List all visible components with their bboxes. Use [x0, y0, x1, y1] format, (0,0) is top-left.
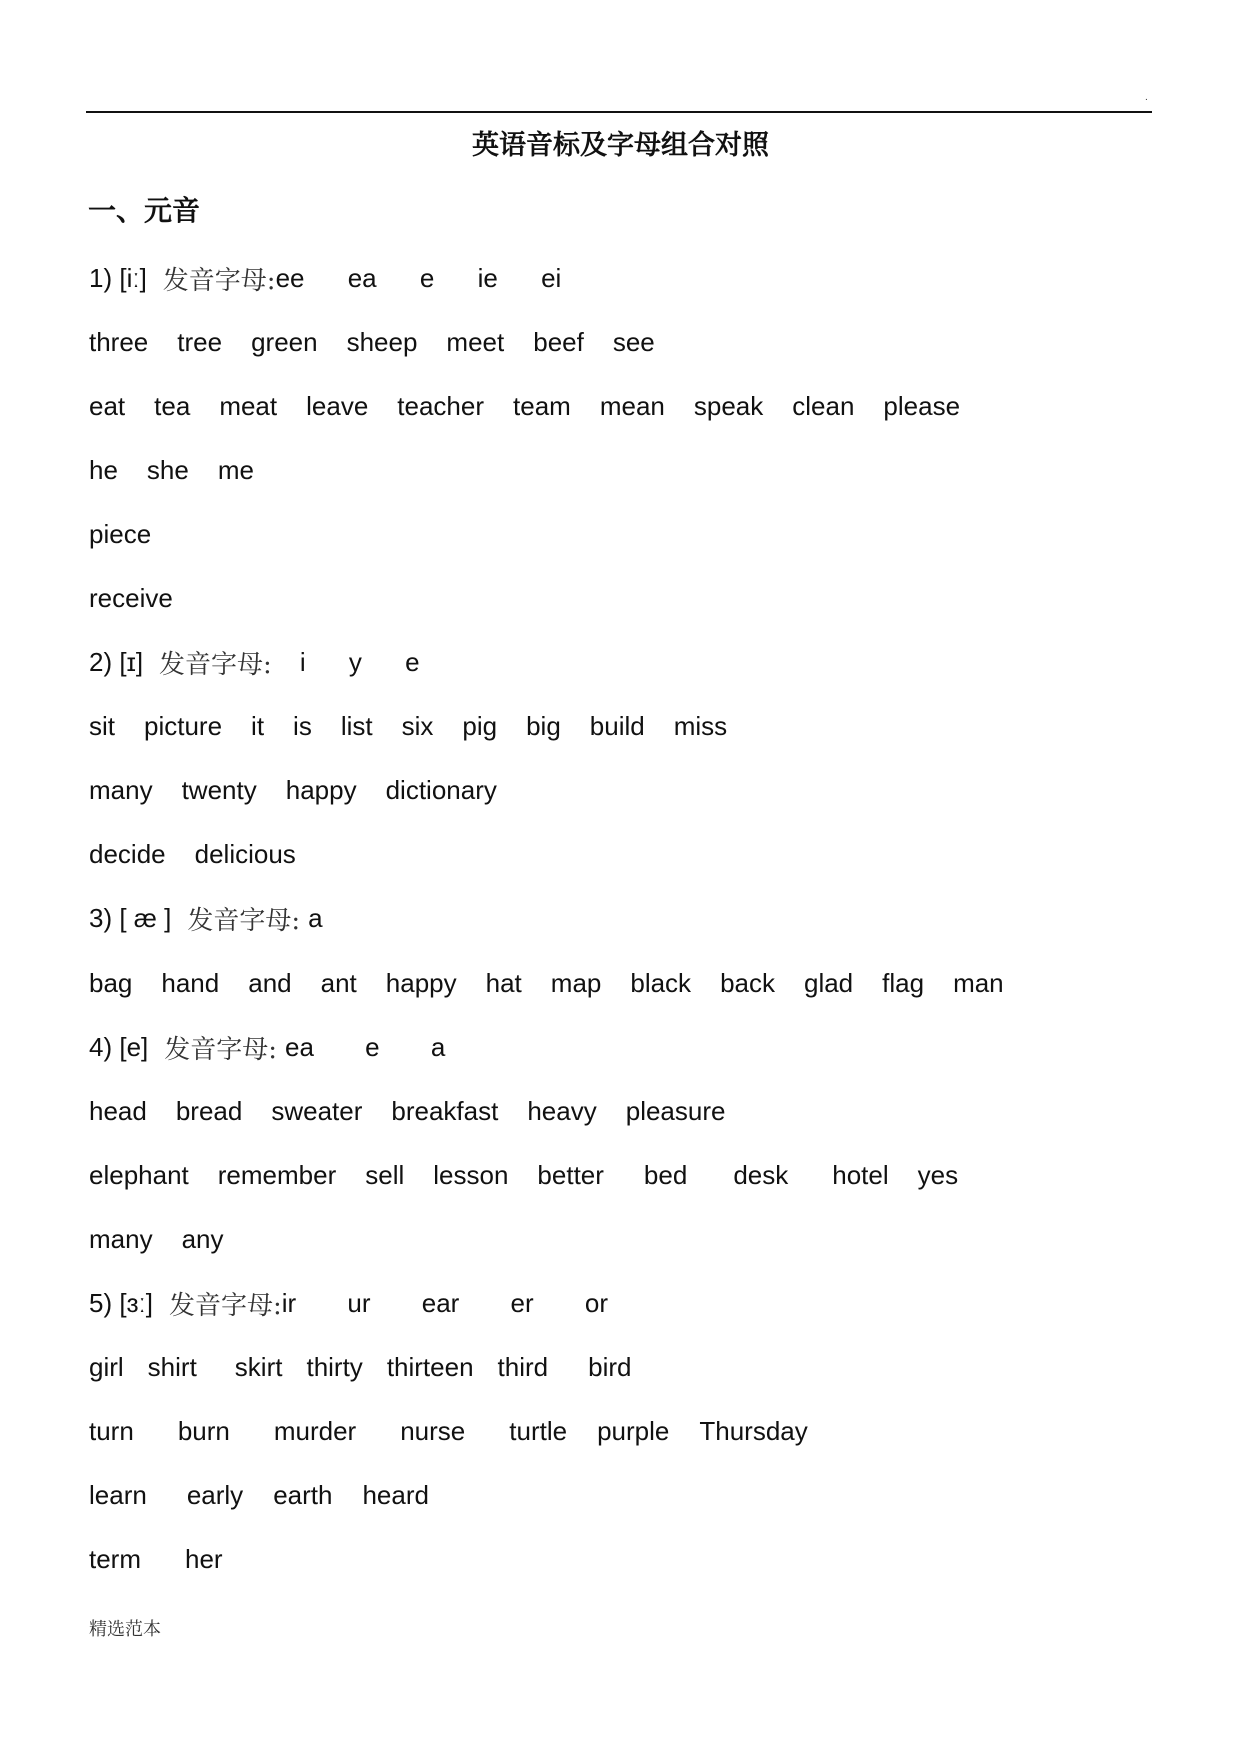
word: ant	[320, 967, 357, 998]
word: mean	[599, 390, 665, 421]
word-line	[89, 963, 1004, 1003]
word: desk	[733, 1159, 789, 1190]
word-line	[89, 322, 655, 362]
vowel-heading-5	[89, 1283, 608, 1323]
word: receive	[89, 582, 173, 613]
word: team	[513, 390, 571, 421]
word: clean	[792, 390, 855, 421]
word: heard	[362, 1479, 429, 1510]
word: meat	[219, 390, 278, 421]
vowel-heading-4	[89, 1027, 445, 1067]
letter: e	[405, 646, 420, 677]
letter: i	[299, 646, 306, 677]
vowel-letters	[276, 263, 562, 294]
letter: ir	[281, 1287, 297, 1318]
word: her	[185, 1543, 223, 1574]
word-line	[89, 1219, 224, 1259]
word: head	[89, 1095, 147, 1126]
word-line	[89, 834, 296, 874]
word: twenty	[181, 774, 257, 805]
word: pleasure	[625, 1095, 726, 1126]
word: happy	[285, 774, 357, 805]
vowel-label: 发音字母:	[164, 1034, 278, 1065]
letter: e	[365, 1031, 380, 1062]
word-line	[89, 1155, 958, 1195]
word: bird	[588, 1351, 632, 1382]
word: black	[630, 967, 692, 998]
word: please	[883, 390, 961, 421]
word: learn	[89, 1479, 147, 1510]
vowel-label: 发音字母:	[159, 649, 272, 680]
word: map	[550, 967, 602, 998]
word: burn	[177, 1415, 230, 1446]
word: beef	[533, 326, 584, 357]
word: sweater	[271, 1095, 363, 1126]
word: meet	[446, 326, 505, 357]
word: dictionary	[385, 774, 497, 805]
word: shirt	[147, 1351, 197, 1382]
letter: ee	[275, 262, 305, 293]
letter: ur	[347, 1287, 371, 1318]
word-line	[89, 1091, 725, 1131]
vowel-number: 2) [ɪ]	[89, 646, 144, 677]
word: list	[340, 710, 373, 741]
letter: er	[510, 1287, 534, 1318]
word: me	[217, 454, 254, 485]
word-line	[89, 578, 173, 618]
word-line	[89, 1411, 808, 1451]
word: decide	[89, 838, 166, 869]
word: nurse	[400, 1415, 466, 1446]
vowel-letters	[300, 647, 420, 678]
word: earth	[273, 1479, 333, 1510]
word-line	[89, 514, 151, 554]
letter: a	[430, 1031, 446, 1062]
letter: ea	[285, 1031, 314, 1062]
header-rule	[86, 111, 1152, 113]
word: heavy	[527, 1095, 597, 1126]
word-line	[89, 1475, 429, 1515]
word: lesson	[433, 1159, 509, 1190]
word: turtle	[509, 1415, 568, 1446]
vowel-letters	[282, 1288, 608, 1319]
word: and	[248, 967, 292, 998]
word-line	[89, 386, 960, 426]
word: many	[89, 774, 153, 805]
word: it	[251, 710, 265, 741]
word: hand	[161, 967, 220, 998]
word-line	[89, 706, 727, 746]
footer-text: 精选范本	[89, 1619, 161, 1640]
word: murder	[273, 1415, 357, 1446]
word: green	[251, 326, 318, 357]
word-line	[89, 1347, 631, 1387]
word: bag	[89, 967, 133, 998]
word: tea	[154, 390, 191, 421]
vowel-label: 发音字母:	[168, 1290, 282, 1321]
word: turn	[89, 1415, 134, 1446]
header-dot: .	[1145, 92, 1148, 103]
word: big	[526, 710, 561, 741]
word: piece	[89, 518, 152, 549]
word: remember	[217, 1159, 337, 1190]
word-line	[89, 450, 254, 490]
word: glad	[803, 967, 854, 998]
word: see	[612, 326, 655, 357]
vowel-number: 3) [ æ ]	[89, 902, 172, 933]
word-line	[89, 770, 497, 810]
word: teacher	[397, 390, 485, 421]
letter: ear	[421, 1287, 460, 1318]
word-line	[89, 1539, 223, 1579]
word: he	[89, 454, 118, 485]
vowel-heading-3	[89, 898, 323, 938]
word: sell	[365, 1159, 405, 1190]
word: speak	[693, 390, 764, 421]
word: girl	[89, 1351, 124, 1382]
word: tree	[177, 326, 223, 357]
vowel-label: 发音字母:	[162, 265, 276, 296]
letter: ie	[477, 262, 498, 293]
letter: e	[419, 262, 435, 293]
word: miss	[673, 710, 728, 741]
word: delicious	[194, 838, 296, 869]
word: sheep	[346, 326, 418, 357]
vowel-letters	[308, 903, 322, 934]
word: third	[497, 1351, 549, 1382]
word: any	[181, 1223, 224, 1254]
word: happy	[385, 967, 457, 998]
word: build	[589, 710, 645, 741]
word: man	[953, 967, 1004, 998]
word: purple	[597, 1415, 670, 1446]
word: six	[401, 710, 434, 741]
word: pig	[462, 710, 498, 741]
word: is	[293, 710, 312, 741]
word: flag	[882, 967, 925, 998]
word: she	[146, 454, 189, 485]
word: hat	[485, 967, 522, 998]
letter: a	[308, 902, 323, 933]
vowel-number: 5) [ɜː]	[89, 1287, 153, 1318]
word: eat	[89, 390, 126, 421]
letter: y	[348, 646, 362, 677]
word: leave	[306, 390, 369, 421]
word: thirteen	[386, 1351, 474, 1382]
letter: ei	[541, 262, 562, 293]
word: three	[89, 326, 149, 357]
word: skirt	[234, 1351, 283, 1382]
vowel-number: 1) [iː]	[89, 262, 147, 293]
letter: or	[584, 1287, 609, 1318]
word: term	[89, 1543, 141, 1574]
word: better	[537, 1159, 604, 1190]
word: Thursday	[699, 1415, 808, 1446]
document-title: 英语音标及字母组合对照	[472, 130, 769, 161]
word: thirty	[306, 1351, 363, 1382]
vowel-label: 发音字母:	[187, 905, 301, 936]
letter: ea	[347, 262, 377, 293]
word: breakfast	[391, 1095, 499, 1126]
word: back	[720, 967, 775, 998]
word: bed	[643, 1159, 688, 1190]
word: elephant	[89, 1159, 189, 1190]
vowel-number: 4) [e]	[89, 1031, 149, 1062]
vowel-letters	[285, 1032, 445, 1063]
word: bread	[175, 1095, 243, 1126]
vowel-heading-1	[89, 258, 561, 298]
word: yes	[917, 1159, 959, 1190]
vowel-heading-2	[89, 642, 420, 682]
word: hotel	[832, 1159, 889, 1190]
word: picture	[144, 710, 223, 741]
word: early	[186, 1479, 244, 1510]
word: many	[89, 1223, 153, 1254]
section-heading-vowels: 一、元音	[88, 194, 201, 227]
word: sit	[89, 710, 115, 741]
